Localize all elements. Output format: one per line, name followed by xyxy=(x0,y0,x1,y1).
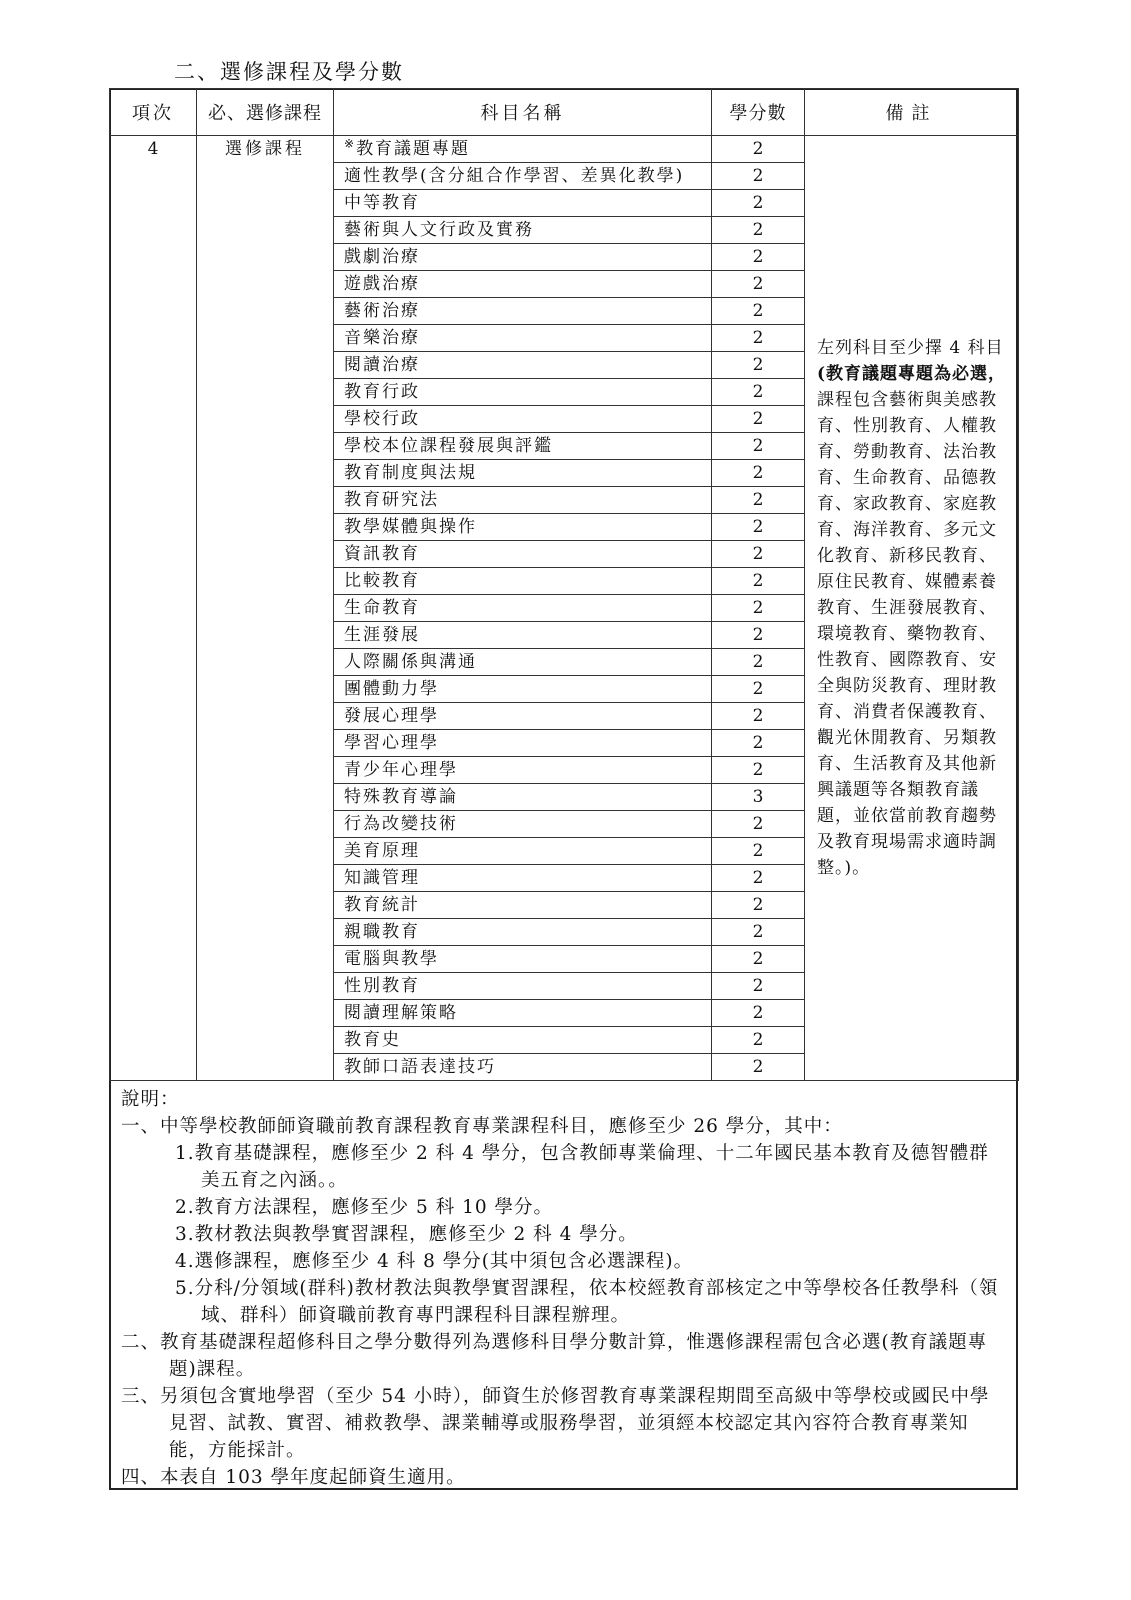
course-name: 閱讀治療 xyxy=(334,352,712,379)
course-type: 選修課程 xyxy=(197,136,334,1081)
course-name: 藝術治療 xyxy=(334,298,712,325)
notes-section xyxy=(109,1080,1018,1491)
course-credits: 2 xyxy=(712,865,805,892)
course-credits: 2 xyxy=(712,622,805,649)
course-credits: 2 xyxy=(712,406,805,433)
required-mark: ※ xyxy=(344,136,357,151)
course-name-text: 教育議題專題 xyxy=(356,139,471,159)
course-credits: 2 xyxy=(712,703,805,730)
course-credits: 2 xyxy=(712,946,805,973)
table-row xyxy=(110,136,1019,163)
note-1-item-4: 4.選修課程，應修至少 4 科 8 學分(其中須包含必選課程)。 xyxy=(175,1251,694,1272)
course-name: 教師口語表達技巧 xyxy=(334,1054,712,1081)
course-name: 資訊教育 xyxy=(334,541,712,568)
remarks-cell xyxy=(805,136,1019,1081)
course-name: 知識管理 xyxy=(334,865,712,892)
course-name: 比較教育 xyxy=(334,568,712,595)
course-name: 團體動力學 xyxy=(334,676,712,703)
note-3: 三、另須包含實地學習（至少 54 小時），師資生於修習教育專業課程期間至高級中等學校或國民中學見習、試教、實習、補救教學、課業輔導或服務學習，並須經本校認定其內容符合教育專業知能，方能採計。 xyxy=(121,1386,990,1461)
header-credits: 學分數 xyxy=(712,89,805,136)
notes-heading: 說明： xyxy=(121,1089,180,1110)
course-name: 遊戲治療 xyxy=(334,271,712,298)
course-name: 教學媒體與操作 xyxy=(334,514,712,541)
course-name: 行為改變技術 xyxy=(334,811,712,838)
header-remarks: 備註 xyxy=(805,89,1019,136)
course-credits: 2 xyxy=(712,460,805,487)
note-1-item-3: 3.教材教法與教學實習課程，應修至少 2 科 4 學分。 xyxy=(175,1224,638,1245)
note-1: 一、中等學校教師師資職前教育課程教育專業課程科目，應修至少 26 學分，其中： xyxy=(121,1116,843,1137)
course-name xyxy=(334,136,712,163)
course-name: 戲劇治療 xyxy=(334,244,712,271)
course-credits: 2 xyxy=(712,271,805,298)
course-name: 教育研究法 xyxy=(334,487,712,514)
course-name: 生涯發展 xyxy=(334,622,712,649)
course-credits: 2 xyxy=(712,541,805,568)
course-credits: 2 xyxy=(712,433,805,460)
course-name: 學校行政 xyxy=(334,406,712,433)
course-credits: 2 xyxy=(712,379,805,406)
course-credits: 2 xyxy=(712,190,805,217)
header-subject-name: 科目名稱 xyxy=(334,89,712,136)
course-name: 特殊教育導論 xyxy=(334,784,712,811)
course-name: 電腦與教學 xyxy=(334,946,712,973)
course-credits: 2 xyxy=(712,919,805,946)
course-credits: 2 xyxy=(712,1027,805,1054)
remark-part-3: 課程包含藝術與美感教育、性別教育、人權教育、勞動教育、法治教育、生命教育、品德教育、家政教育、家庭教育、海洋教育、多元文化教育、新移民教育、原住民教育、媒體素養教育、生涯發展教育、環境教育、藥物教育、性教育、國際教育、安全與防災教育、理財教育、消費者保護教育、觀光休閒教育、另類教育、生活教育及其他新興議題等各類教育議題，並依當前教育趨勢及教育現場需求適時調整。)。 xyxy=(817,390,997,878)
note-1-item-2: 2.教育方法課程，應修至少 5 科 10 學分。 xyxy=(175,1197,553,1218)
remark-part-1: 左列科目至少擇 4 科目 xyxy=(817,338,1004,358)
item-number: 4 xyxy=(110,136,197,1081)
course-credits: 2 xyxy=(712,514,805,541)
note-2: 二、教育基礎課程超修科目之學分數得列為選修科目學分數計算，惟選修課程需包含必選(教育議題專題)課程。 xyxy=(121,1332,988,1380)
course-name: 人際關係與溝通 xyxy=(334,649,712,676)
course-name: 學習心理學 xyxy=(334,730,712,757)
course-credits: 2 xyxy=(712,1000,805,1027)
course-credits: 2 xyxy=(712,217,805,244)
course-credits: 2 xyxy=(712,595,805,622)
course-name: 青少年心理學 xyxy=(334,757,712,784)
section-title: 二、選修課程及學分數 xyxy=(174,60,404,84)
course-name: 親職教育 xyxy=(334,919,712,946)
course-credits: 2 xyxy=(712,757,805,784)
table-header-row xyxy=(110,89,1019,136)
course-name: 性別教育 xyxy=(334,973,712,1000)
course-name: 教育制度與法規 xyxy=(334,460,712,487)
course-credits: 2 xyxy=(712,1054,805,1081)
course-credits: 2 xyxy=(712,163,805,190)
course-name: 中等教育 xyxy=(334,190,712,217)
course-credits: 3 xyxy=(712,784,805,811)
course-credits: 2 xyxy=(712,352,805,379)
course-credits: 2 xyxy=(712,649,805,676)
note-1-item-5: 5.分科/分領域(群科)教材教法與教學實習課程，依本校經教育部核定之中等學校各任教學科（領域、群科）師資職前教育專門課程科目課程辦理。 xyxy=(175,1278,999,1326)
course-credits: 2 xyxy=(712,973,805,1000)
course-name: 教育史 xyxy=(334,1027,712,1054)
course-name: 藝術與人文行政及實務 xyxy=(334,217,712,244)
course-credits: 2 xyxy=(712,325,805,352)
course-credits: 2 xyxy=(712,244,805,271)
header-item-no: 項次 xyxy=(110,89,197,136)
course-credits: 2 xyxy=(712,838,805,865)
course-name: 教育統計 xyxy=(334,892,712,919)
course-credits: 2 xyxy=(712,568,805,595)
course-name: 適性教學(含分組合作學習、差異化教學) xyxy=(334,163,712,190)
remark-required-note: (教育議題專題為必選， xyxy=(817,364,1007,384)
course-name: 學校本位課程發展與評鑑 xyxy=(334,433,712,460)
course-credits: 2 xyxy=(712,730,805,757)
course-credits: 2 xyxy=(712,298,805,325)
course-credits: 2 xyxy=(712,811,805,838)
header-course-type: 必、選修課程 xyxy=(197,89,334,136)
course-name: 生命教育 xyxy=(334,595,712,622)
course-name: 教育行政 xyxy=(334,379,712,406)
course-name: 音樂治療 xyxy=(334,325,712,352)
course-credits: 2 xyxy=(712,487,805,514)
elective-course-table xyxy=(109,88,1019,1081)
note-4: 四、本表自 103 學年度起師資生適用。 xyxy=(121,1467,466,1488)
course-credits: 2 xyxy=(712,136,805,163)
course-credits: 2 xyxy=(712,892,805,919)
course-credits: 2 xyxy=(712,676,805,703)
course-name: 閱讀理解策略 xyxy=(334,1000,712,1027)
course-name: 美育原理 xyxy=(334,838,712,865)
note-1-item-1: 1.教育基礎課程，應修至少 2 科 4 學分，包含教師專業倫理、十二年國民基本教育及德智體群美五育之內涵。。 xyxy=(175,1143,989,1191)
course-name: 發展心理學 xyxy=(334,703,712,730)
